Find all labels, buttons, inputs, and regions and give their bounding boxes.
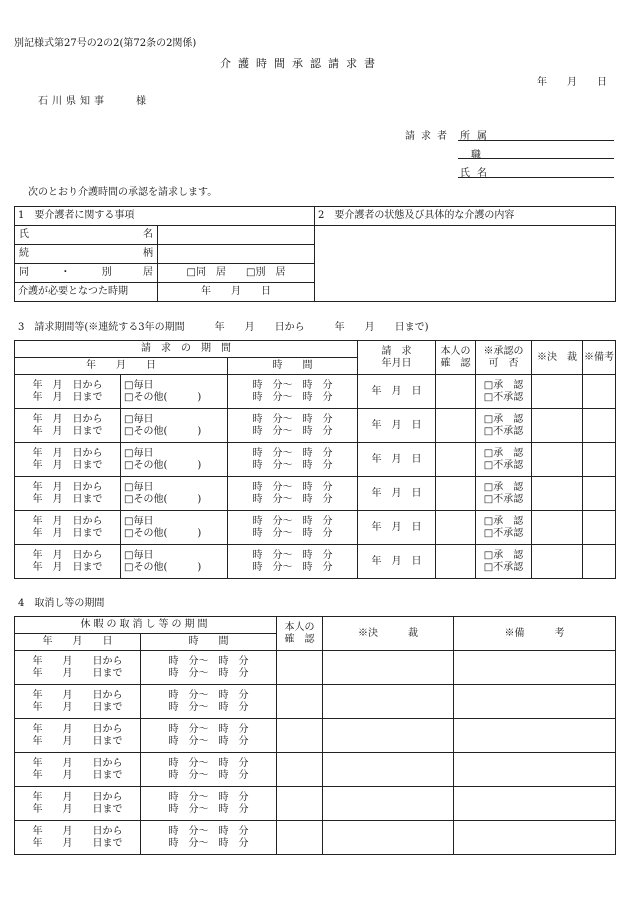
s3-decision-cell[interactable] [532,409,583,443]
s4-decision-cell[interactable] [323,787,454,821]
s3-time-range[interactable]: 時 分〜 時 分 時 分〜 時 分 [228,409,358,443]
s4-confirm-cell[interactable] [277,719,323,753]
s3-request-date[interactable]: 年 月 日 [358,477,436,511]
s3-confirm-cell[interactable] [436,375,476,409]
requester-label: 請求者 [405,131,453,142]
s3-confirm-cell[interactable] [436,477,476,511]
s4-confirm-cell[interactable] [277,685,323,719]
position-line [458,158,614,159]
subject-name-label: 氏 名 [15,226,158,245]
s3-approval-header: ※承認の 可 否 [476,341,532,375]
s3-date-range[interactable]: 年 月 日から 年 月 日まで [15,409,121,443]
page-title: 介護時間承認請求書 [220,57,382,70]
s3-date-range[interactable]: 年 月 日から 年 月 日まで [15,477,121,511]
s4-time-range[interactable]: 時 分〜 時 分 時 分〜 時 分 [141,685,277,719]
s3-table-row [15,477,616,511]
s3-table-row [15,511,616,545]
s4-time-range[interactable]: 時 分〜 時 分 時 分〜 時 分 [141,821,277,855]
s4-table-row [15,651,616,685]
s3-time-range[interactable]: 時 分〜 時 分 時 分〜 時 分 [228,375,358,409]
s4-confirm-cell[interactable] [277,821,323,855]
s3-date-header: 年 月 日 [15,358,228,375]
s3-date-range[interactable]: 年 月 日から 年 月 日まで [15,511,121,545]
s3-confirm-cell[interactable] [436,409,476,443]
s3-date-range[interactable]: 年 月 日から 年 月 日まで [15,545,121,579]
s3-decision-cell[interactable] [532,511,583,545]
s4-date-range[interactable]: 年 月 日から 年 月 日まで [15,753,141,787]
s3-approval-options[interactable]: □承 認 □不承認 [476,545,532,579]
s4-table-row [15,787,616,821]
need-period-label: 介護が必要となつた時期 [15,283,158,302]
s3-note-cell[interactable] [583,477,616,511]
cohabitation-options[interactable]: □同 居 □別 居 [158,264,315,283]
form-code: 別記様式第27号の2の2(第72条の2関係) [14,38,197,49]
s3-table-row [15,409,616,443]
s3-decision-cell[interactable] [532,375,583,409]
addressee: 石川県知事 様 [38,96,150,107]
s3-request-date[interactable]: 年 月 日 [358,375,436,409]
subject-name-value[interactable] [158,226,315,245]
affiliation-line [458,140,614,141]
s4-time-range[interactable]: 時 分〜 時 分 時 分〜 時 分 [141,753,277,787]
relation-label: 続 柄 [15,245,158,264]
section4-table [14,616,616,855]
s4-note-cell[interactable] [454,685,616,719]
s3-request-date[interactable]: 年 月 日 [358,545,436,579]
s3-table-row [15,375,616,409]
s4-confirm-header: 本人の 確 認 [277,617,323,651]
relation-value[interactable] [158,245,315,264]
s3-time-header: 時 間 [228,358,358,375]
s3-date-range[interactable]: 年 月 日から 年 月 日まで [15,443,121,477]
s4-date-range[interactable]: 年 月 日から 年 月 日まで [15,787,141,821]
s3-note-cell[interactable] [583,511,616,545]
s4-decision-cell[interactable] [323,651,454,685]
s3-frequency-options[interactable]: □毎日 □その他( ) [121,545,228,579]
s3-request-date-header: 請 求 年月日 [358,341,436,375]
s4-decision-cell[interactable] [323,753,454,787]
s4-date-range[interactable]: 年 月 日から 年 月 日まで [15,719,141,753]
s4-table-row [15,685,616,719]
s4-date-range[interactable]: 年 月 日から 年 月 日まで [15,821,141,855]
section3-table [14,340,616,579]
s3-note-cell[interactable] [583,545,616,579]
s3-confirm-cell[interactable] [436,511,476,545]
s3-time-range[interactable]: 時 分〜 時 分 時 分〜 時 分 [228,545,358,579]
s4-date-header: 年 月 日 [15,634,141,651]
section4-heading: 4 取消し等の期間 [18,598,105,609]
s4-note-cell[interactable] [454,651,616,685]
s3-request-date[interactable]: 年 月 日 [358,511,436,545]
s4-time-range[interactable]: 時 分〜 時 分 時 分〜 時 分 [141,651,277,685]
s4-table-row [15,719,616,753]
s3-frequency-options[interactable]: □毎日 □その他( ) [121,409,228,443]
s3-note-cell[interactable] [583,375,616,409]
s3-time-range[interactable]: 時 分〜 時 分 時 分〜 時 分 [228,511,358,545]
s3-decision-cell[interactable] [532,545,583,579]
s4-confirm-cell[interactable] [277,651,323,685]
s3-table-row [15,545,616,579]
s3-note-header: ※備考 [583,341,616,375]
s3-note-cell[interactable] [583,409,616,443]
need-period-date[interactable]: 年 月 日 [158,283,315,302]
name-label: 氏名 [460,168,494,179]
s4-period-header: 休暇の取消し等の期間 [15,617,277,634]
s3-confirm-header: 本人の 確 認 [436,341,476,375]
s4-decision-header: ※決 裁 [323,617,454,651]
s4-confirm-cell[interactable] [277,753,323,787]
section1-2-table [14,206,616,302]
s3-decision-cell[interactable] [532,443,583,477]
s4-time-header: 時 間 [141,634,277,651]
name-line [458,177,614,178]
section1-heading: 1 要介護者に関する事項 [15,207,315,226]
s3-confirm-cell[interactable] [436,545,476,579]
affiliation-label: 所属 [460,131,494,142]
s4-table-row [15,821,616,855]
s3-frequency-options[interactable]: □毎日 □その他( ) [121,477,228,511]
s4-note-cell[interactable] [454,753,616,787]
s3-approval-options[interactable]: □承 認 □不承認 [476,511,532,545]
section2-heading: 2 要介護者の状態及び具体的な介護の内容 [315,207,616,226]
s3-frequency-options[interactable]: □毎日 □その他( ) [121,375,228,409]
s3-frequency-options[interactable]: □毎日 □その他( ) [121,511,228,545]
s3-frequency-options[interactable]: □毎日 □その他( ) [121,443,228,477]
s4-decision-cell[interactable] [323,821,454,855]
cohabitation-label: 同 ・ 別 居 [15,264,158,283]
s3-request-date[interactable]: 年 月 日 [358,409,436,443]
s3-request-date[interactable]: 年 月 日 [358,443,436,477]
s3-confirm-cell[interactable] [436,443,476,477]
intro-text: 次のとおり介護時間の承認を請求します。 [28,187,218,198]
s3-note-cell[interactable] [583,443,616,477]
s4-time-range[interactable]: 時 分〜 時 分 時 分〜 時 分 [141,787,277,821]
s3-approval-options[interactable]: □承 認 □不承認 [476,443,532,477]
s4-date-range[interactable]: 年 月 日から 年 月 日まで [15,651,141,685]
s3-date-range[interactable]: 年 月 日から 年 月 日まで [15,375,121,409]
section3-heading: 3 請求期間等(※連続する3年の期間 年 月 日から 年 月 日まで) [18,322,429,333]
s3-time-range[interactable]: 時 分〜 時 分 時 分〜 時 分 [228,477,358,511]
s3-time-range[interactable]: 時 分〜 時 分 時 分〜 時 分 [228,443,358,477]
s3-approval-options[interactable]: □承 認 □不承認 [476,477,532,511]
s3-decision-header: ※決 裁 [532,341,583,375]
care-details-value[interactable] [315,226,616,302]
s4-decision-cell[interactable] [323,685,454,719]
s3-table-row [15,443,616,477]
s4-date-range[interactable]: 年 月 日から 年 月 日まで [15,685,141,719]
s4-decision-cell[interactable] [323,719,454,753]
s4-confirm-cell[interactable] [277,787,323,821]
s4-time-range[interactable]: 時 分〜 時 分 時 分〜 時 分 [141,719,277,753]
s3-approval-options[interactable]: □承 認 □不承認 [476,375,532,409]
position-label: 職 [471,150,481,161]
s4-note-cell[interactable] [454,719,616,753]
s4-note-cell[interactable] [454,821,616,855]
s4-table-row [15,753,616,787]
s3-approval-options[interactable]: □承 認 □不承認 [476,409,532,443]
s4-note-cell[interactable] [454,787,616,821]
date-line: 年 月 日 [537,77,607,88]
s3-period-header: 請 求 の 期 間 [15,341,358,358]
s3-decision-cell[interactable] [532,477,583,511]
s4-note-header: ※備 考 [454,617,616,651]
